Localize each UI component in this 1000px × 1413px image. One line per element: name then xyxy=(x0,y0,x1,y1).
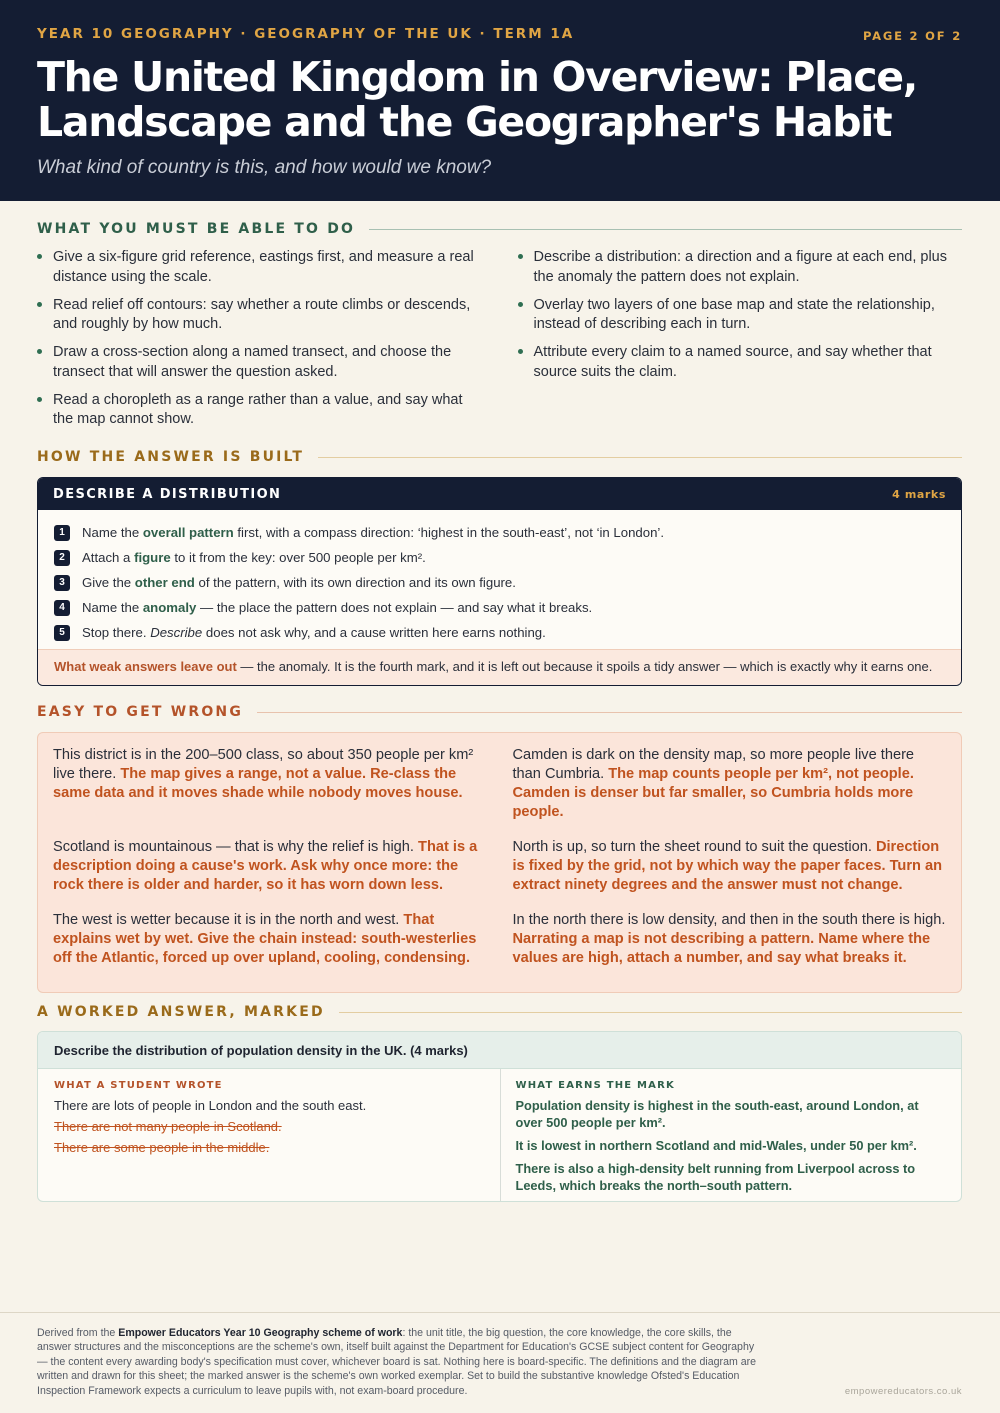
step-number: 1 xyxy=(54,525,70,541)
divider xyxy=(257,712,962,713)
student-answer-column xyxy=(38,1069,500,1201)
student-line-struck: There are some people in the middle. xyxy=(54,1140,270,1155)
wrong-heading: EASY TO GET WRONG xyxy=(37,704,962,720)
misconceptions-box xyxy=(37,732,962,993)
weak-label: What weak answers leave out xyxy=(54,659,237,674)
exam-question: Describe the distribution of population density in the UK. (4 marks) xyxy=(38,1032,961,1069)
answer-structure-card xyxy=(37,477,962,686)
kicker: YEAR 10 GEOGRAPHY · GEOGRAPHY OF THE UK · TERM 1A xyxy=(37,26,575,42)
card-title-bar xyxy=(38,478,961,510)
student-line: There are lots of people in London and the south east. xyxy=(54,1098,367,1113)
footer xyxy=(0,1312,1000,1413)
student-label: WHAT A STUDENT WROTE xyxy=(54,1080,223,1091)
skill-item: Attribute every claim to a named source, and say whether that source suits the claim. xyxy=(518,343,963,382)
skill-item: Describe a distribution: a direction and a figure at each end, plus the anomaly the pattern does not explain. xyxy=(518,248,963,287)
misconceptions-section xyxy=(37,704,962,993)
weak-answers-note: What weak answers leave out — the anomaly. It is the fourth mark, and it is left out because it spoils a tidy answer — which is exactly why it earns one. xyxy=(38,649,961,685)
step-item: 5 Stop there. Describe does not ask why, and a cause written here earns nothing. xyxy=(54,620,945,645)
worked-answer-section xyxy=(37,1004,962,1202)
worked-answer-card xyxy=(37,1031,962,1202)
step-item: 1 Name the overall pattern first, with a compass direction: ‘highest in the south-east’, not ‘in London’. xyxy=(54,520,945,545)
misconception-item: This district is in the 200–500 class, so about 350 people per km² live there. The map gives a range, not a value. Re-class the same data and it moves shade while nobody moves house. xyxy=(53,747,474,801)
page-subtitle: What kind of country is this, and how would we know? xyxy=(37,157,492,178)
built-heading: HOW THE ANSWER IS BUILT xyxy=(37,449,962,465)
step-number: 2 xyxy=(54,550,70,566)
step-item: 2 Attach a figure to it from the key: over 500 people per km². xyxy=(54,545,945,570)
misconception-item: In the north there is low density, and then in the south there is high. Narrating a map is not describing a pattern. Name where the values are high, attach a number, and say what breaks it. xyxy=(512,912,946,966)
page-number: PAGE 2 OF 2 xyxy=(862,29,962,43)
step-item: 3 Give the other end of the pattern, with its own direction and its own figure. xyxy=(54,570,945,595)
step-number: 5 xyxy=(54,625,70,641)
misconception-item: The west is wetter because it is in the north and west. That explains wet by wet. Give the chain instead: south-westerlies off the Atlantic, forced up over upland, cooling, condensing. xyxy=(53,912,477,966)
mark-line: There is also a high-density belt running from Liverpool across to Leeds, which breaks the north–south pattern. xyxy=(515,1161,916,1193)
page-title xyxy=(37,55,963,145)
worked-heading: A WORKED ANSWER, MARKED xyxy=(37,1004,962,1020)
skill-item: Draw a cross-section along a named transect, and choose the transect that will answer the question asked. xyxy=(37,343,482,382)
misconception-item: North is up, so turn the sheet round to suit the question. Direction is fixed by the grid, not by which way the paper faces. Turn an extract ninety degrees and the answer must not change. xyxy=(512,839,943,893)
title-line-1: The United Kingdom in Overview: Place, xyxy=(37,53,917,101)
title-line-2: Landscape and the Geographer's Habit xyxy=(37,98,892,146)
step-number: 3 xyxy=(54,575,70,591)
source-note: Derived from the Empower Educators Year 10 Geography scheme of work: the unit title, the big question, the core knowledge, the core skills, the answer structures and the misconceptions are the scheme's own, itself built against the Department for Education's GCSE subject content for Geography — the content every awarding body's specification must cover, whichever board is sat. Nothing here is board-specific. The definitions and the diagram are written and drawn for this sheet; the marked answer is the scheme's own worked exemplar. Set to build the substantive knowledge Ofsted's Education Inspection Framework expects a curriculum to leave pupils with, not exam-board procedure. xyxy=(37,1327,757,1397)
misconception-item: Camden is dark on the density map, so more people live there than Cumbria. The map counts people per km², not people. Camden is denser but far smaller, so Cumbria holds more people. xyxy=(512,747,915,820)
answer-built-section xyxy=(37,449,962,686)
skill-item: Read a choropleth as a range rather than a value, and say what the map cannot show. xyxy=(37,391,482,430)
mark-line: Population density is highest in the south-east, around London, at over 500 people per km². xyxy=(515,1098,919,1130)
footer-url: empowereducators.co.uk xyxy=(844,1386,962,1397)
misconception-item: Scotland is mountainous — that is why the relief is high. That is a description doing a cause's work. Ask why once more: the rock there is older and harder, so it has worn down less. xyxy=(53,839,478,893)
mark-line: It is lowest in northern Scotland and mid-Wales, under 50 per km². xyxy=(515,1138,917,1153)
divider xyxy=(369,229,962,230)
mark-label: WHAT EARNS THE MARK xyxy=(515,1080,675,1091)
skills-section xyxy=(37,221,962,438)
header xyxy=(0,0,1000,201)
mark-scheme-column xyxy=(500,1069,962,1201)
skills-heading: WHAT YOU MUST BE ABLE TO DO xyxy=(37,221,962,237)
skills-list-left xyxy=(37,248,500,438)
skills-list-right xyxy=(500,248,963,438)
divider xyxy=(318,457,962,458)
student-line-struck: There are not many people in Scotland. xyxy=(54,1119,282,1134)
step-item: 4 Name the anomaly — the place the pattern does not explain — and say what it breaks. xyxy=(54,595,945,620)
divider xyxy=(339,1012,962,1013)
skill-item: Give a six-figure grid reference, eastings first, and measure a real distance using the scale. xyxy=(37,248,482,287)
skill-item: Read relief off contours: say whether a route climbs or descends, and roughly by how much. xyxy=(37,296,482,335)
step-number: 4 xyxy=(54,600,70,616)
marks-badge: 4 marks xyxy=(892,487,946,501)
card-title: DESCRIBE A DISTRIBUTION xyxy=(53,486,282,502)
skill-item: Overlay two layers of one base map and state the relationship, instead of describing each in turn. xyxy=(518,296,963,335)
steps-list xyxy=(38,510,961,649)
